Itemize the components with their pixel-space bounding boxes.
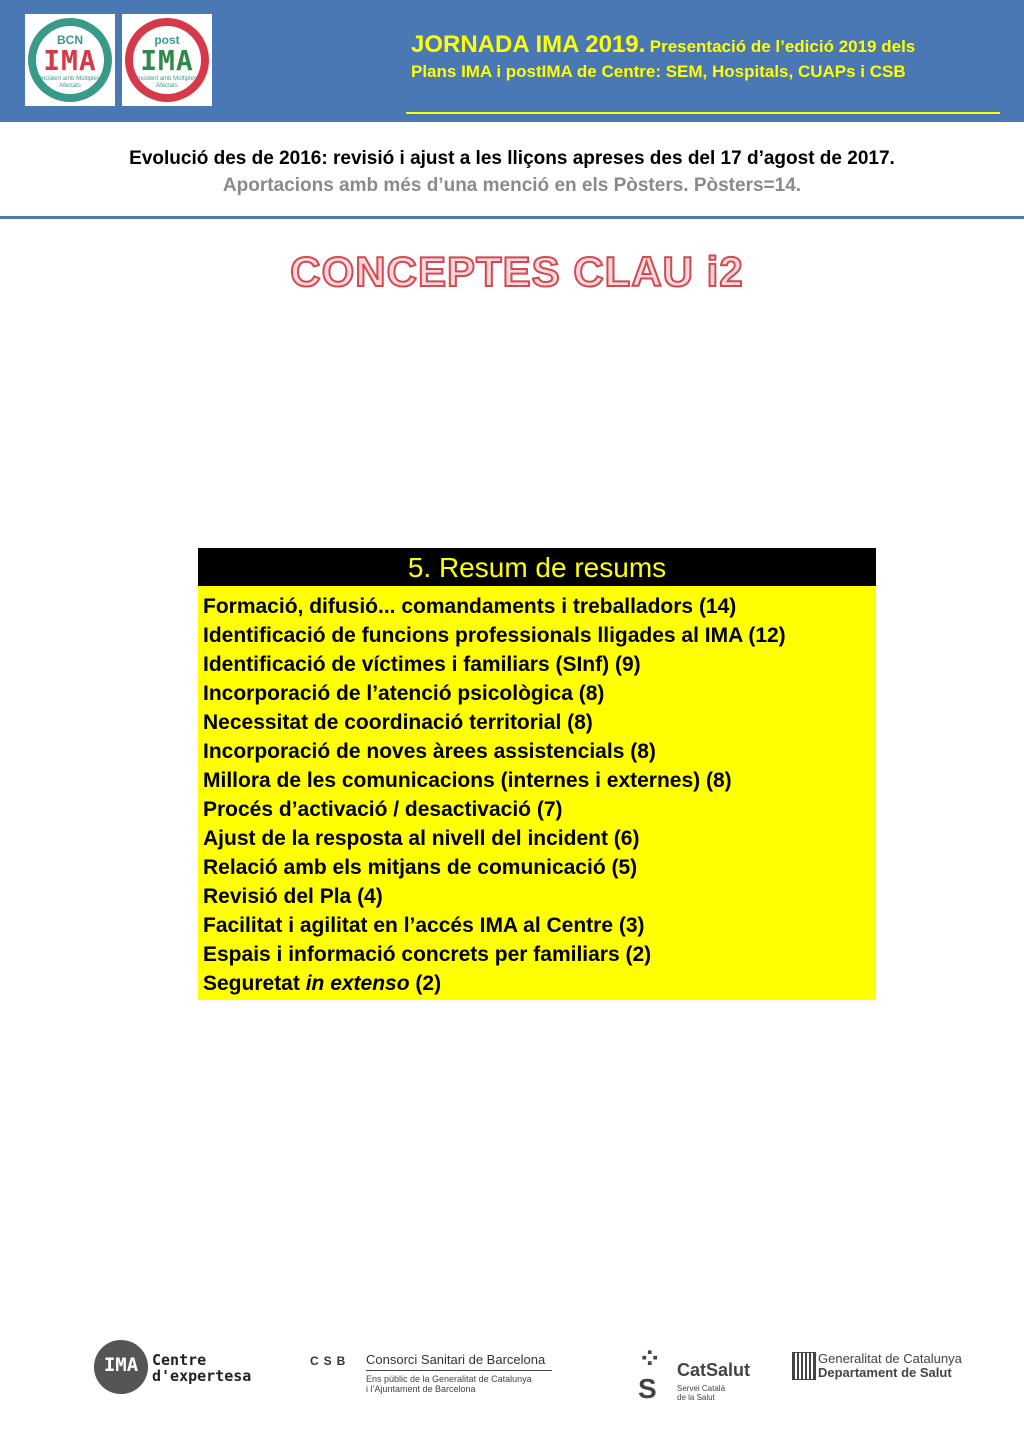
list-item: Facilitat i agilitat en l’accés IMA al Centre (3)	[203, 914, 645, 937]
catsalut-icon: ⁘S	[638, 1343, 662, 1404]
list-item: Espais i informació concrets per familiars (2)	[203, 943, 652, 966]
generalitat-icon	[792, 1352, 816, 1380]
list-item-last	[203, 969, 876, 998]
footer-logos	[0, 1330, 1024, 1420]
list-item: Necessitat de coordinació territorial (8)	[203, 711, 593, 734]
gen-line-1: Generalitat de Catalunya	[818, 1351, 962, 1366]
summary-box	[198, 548, 876, 1000]
summary-heading: 5. Resum de resums	[198, 548, 876, 586]
list-item: Revisió del Pla (4)	[203, 885, 383, 908]
post-ima-logo	[122, 14, 212, 106]
ens-line-1: Ens públic de la Generalitat de Catalunya	[366, 1374, 532, 1384]
ens-line-2: i l’Ajuntament de Barcelona	[366, 1384, 476, 1394]
list-item: Relació amb els mitjans de comunicació (5)	[203, 856, 638, 879]
logo-bcn-main: IMA	[43, 44, 97, 77]
centre-line-2: d'expertesa	[152, 1367, 252, 1385]
consorci-subtitle	[366, 1374, 532, 1394]
servei-line-1: Servei Català	[677, 1384, 726, 1393]
list-item: Identificació de funcions professionals lligades al IMA (12)	[203, 624, 786, 647]
summary-list	[198, 586, 876, 998]
servei-line-2: de la Salut	[677, 1393, 715, 1402]
consorci-divider	[366, 1370, 552, 1371]
intro-line-1: Evolució des de 2016: revisió i ajust a les lliçons apreses des del 17 d’agost de 2017.	[129, 148, 895, 169]
consorci-label: Consorci Sanitari de Barcelona	[366, 1352, 546, 1367]
header-banner	[0, 0, 1024, 122]
header-title	[411, 32, 915, 61]
centre-line-1: Centre	[152, 1351, 207, 1369]
centre-expertesa-logo-icon	[94, 1340, 148, 1394]
gen-line-2-text: Departament de Salut	[818, 1365, 952, 1380]
list-item: Incorporació de l’atenció psicològica (8)	[203, 682, 605, 705]
intro-line-2: Aportacions amb més d’una menció en els Pòsters. Pòsters=14.	[222, 175, 802, 196]
generalitat-label	[818, 1352, 962, 1380]
bcn-ima-logo	[25, 14, 115, 106]
intro-block	[0, 148, 1024, 197]
header-divider	[406, 112, 1000, 114]
page-title: CONCEPTES CLAU i2	[290, 248, 744, 295]
list-item: Identificació de víctimes i familiars (SInf) (9)	[203, 653, 641, 676]
centre-expertesa-label	[152, 1352, 251, 1384]
gen-line-2	[818, 1366, 962, 1380]
header-subtitle: Plans IMA i postIMA de Centre: SEM, Hospitals, CUAPs i CSB	[411, 62, 906, 81]
logo-post-sub: Incident amb Múltiples Afectats	[137, 76, 197, 89]
last-item-suffix: (2)	[409, 972, 442, 995]
list-item: Millora de les comunicacions (internes i externes) (8)	[203, 769, 732, 792]
list-item: Ajust de la resposta al nivell del incident (6)	[203, 827, 640, 850]
header-title-big: JORNADA IMA 2019.	[411, 31, 646, 58]
list-item: Incorporació de noves àrees assistencials (8)	[203, 740, 656, 763]
last-item-italic: in extenso	[305, 972, 410, 995]
intro-divider	[0, 216, 1024, 219]
footer-ima-text: IMA	[103, 1354, 139, 1376]
header-title-small: Presentació de l’edició 2019 dels	[649, 37, 916, 56]
csb-logo: CSB	[310, 1354, 351, 1368]
logo-bcn-top: BCN	[57, 33, 83, 47]
list-item: Formació, difusió... comandaments i treballadors (14)	[203, 595, 737, 618]
last-item-prefix: Seguretat	[203, 972, 306, 995]
catsalut-subtitle	[677, 1384, 725, 1402]
catsalut-label: CatSalut	[677, 1360, 751, 1380]
logo-post-main: IMA	[140, 44, 194, 77]
list-item: Procés d’activació / desactivació (7)	[203, 798, 563, 821]
logo-bcn-sub: Incident amb Múltiples Afectats	[40, 76, 100, 89]
logo-post-top: post	[154, 33, 180, 47]
